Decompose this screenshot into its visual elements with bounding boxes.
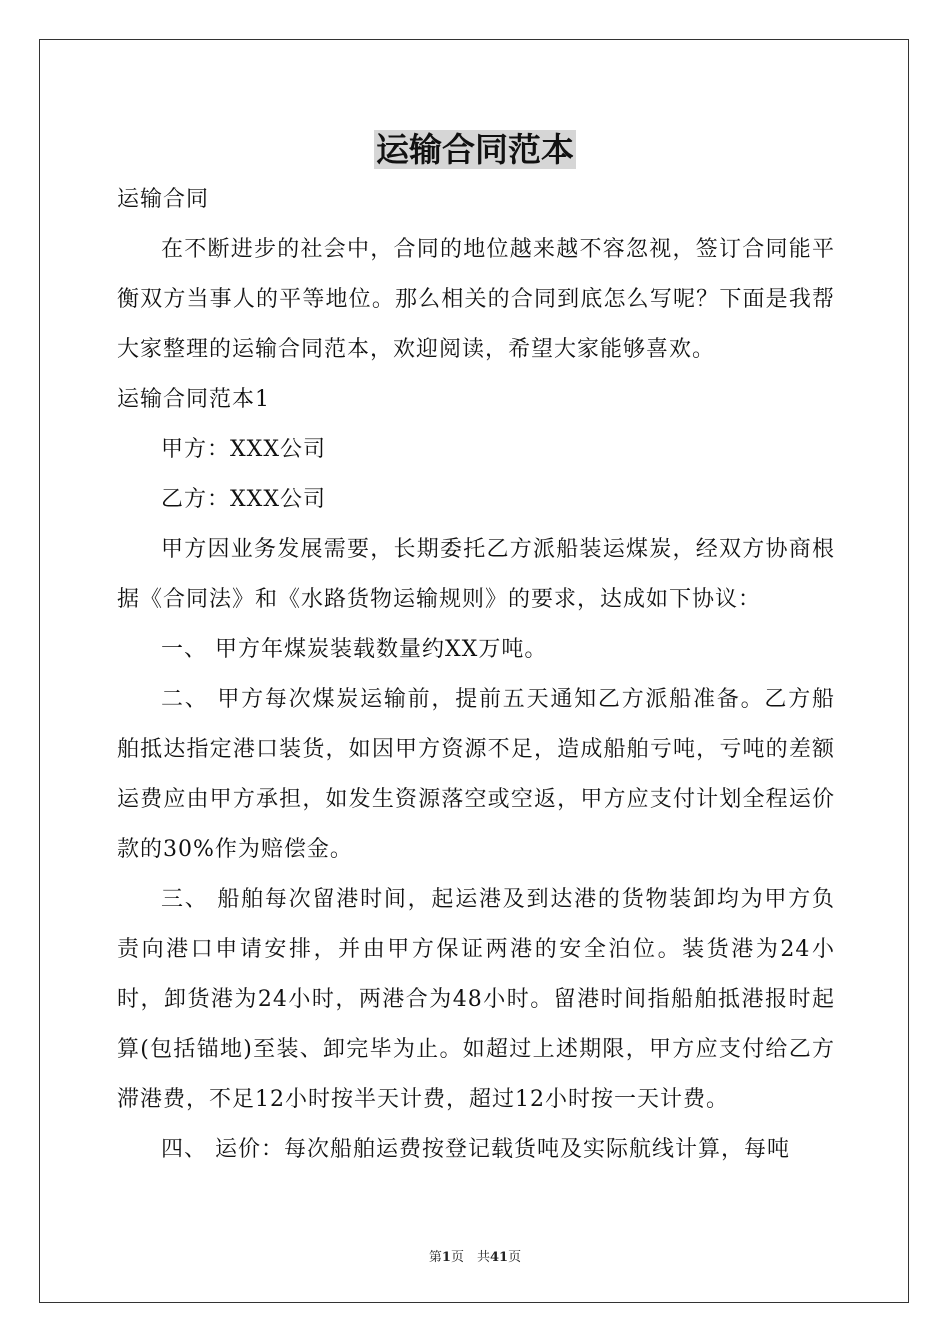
footer-prefix: 第 bbox=[428, 1250, 442, 1265]
party-a-line: 甲方：XXX公司 bbox=[161, 437, 326, 462]
clause-2: 二、 甲方每次煤炭运输前，提前五天通知乙方派船准备。乙方船舶抵达指定港口装货，如因甲方资源不足，造成船舶亏吨，亏吨的差额运费应由甲方承担，如发生资源落空或空返，甲方应支付计划全程运价款的30%作为赔偿金。 bbox=[117, 687, 835, 862]
clause-4: 四、 运价：每次船舶运费按登记载货吨及实际航线计算，每吨 bbox=[161, 1137, 790, 1162]
footer-suffix: 页 bbox=[508, 1250, 522, 1265]
section-heading: 运输合同范本1 bbox=[117, 387, 270, 412]
intro-paragraph: 在不断进步的社会中，合同的地位越来越不容忽视，签订合同能平衡双方当事人的平等地位。那么相关的合同到底怎么写呢？下面是我帮大家整理的运输合同范本，欢迎阅读，希望大家能够喜欢。 bbox=[117, 237, 835, 362]
document-body bbox=[117, 175, 835, 1175]
footer-total-pages: 41 bbox=[489, 1250, 509, 1265]
document-title-text: 运输合同范本 bbox=[376, 130, 574, 169]
document-title bbox=[0, 128, 950, 172]
footer-middle: 页 共 bbox=[450, 1250, 490, 1265]
footer-page-number: 1 bbox=[441, 1250, 451, 1265]
page-footer bbox=[0, 1249, 950, 1267]
party-b-line: 乙方：XXX公司 bbox=[161, 487, 326, 512]
agreement-preamble: 甲方因业务发展需要，长期委托乙方派船装运煤炭，经双方协商根据《合同法》和《水路货物运输规则》的要求，达成如下协议： bbox=[117, 537, 835, 612]
clause-1: 一、 甲方年煤炭装载数量约XX万吨。 bbox=[161, 637, 548, 662]
clause-3: 三、 船舶每次留港时间，起运港及到达港的货物装卸均为甲方负责向港口申请安排，并由甲方保证两港的安全泊位。装货港为24小时，卸货港为24小时，两港合为48小时。留港时间指船舶抵港报时起算(包括锚地)至装、卸完毕为止。如超过上述期限，甲方应支付给乙方滞港费，不足12小时按半天计费，超过12小时按一天计费。 bbox=[117, 887, 835, 1112]
section-heading: 运输合同 bbox=[117, 187, 210, 212]
